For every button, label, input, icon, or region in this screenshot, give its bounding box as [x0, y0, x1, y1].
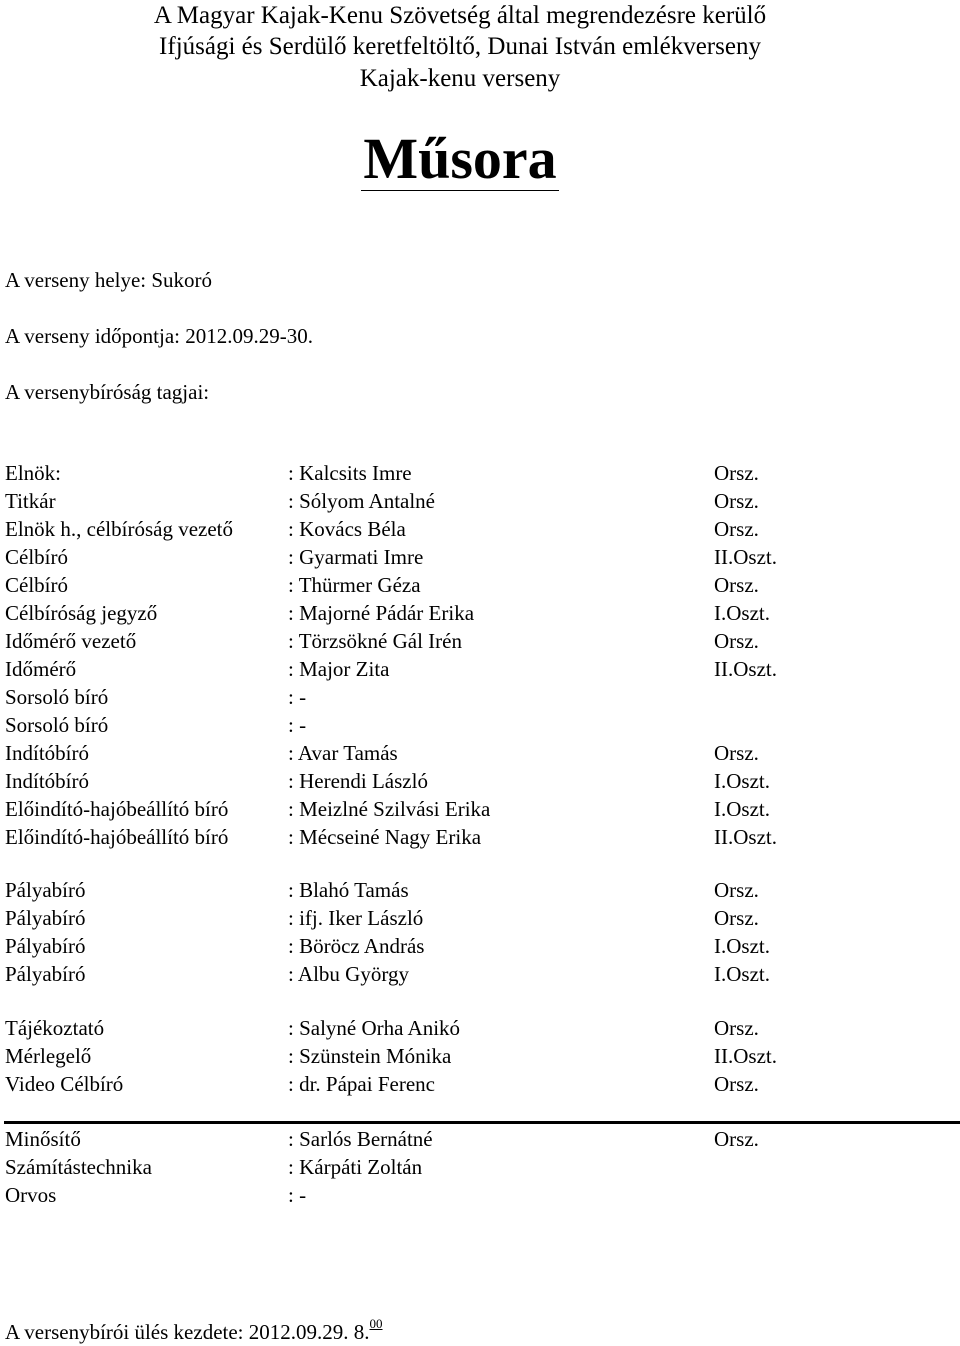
header-line-1: A Magyar Kajak-Kenu Szövetség által megrendezésre kerülő: [153, 2, 767, 29]
official-role: Pályabíró: [5, 878, 86, 902]
official-role: Időmérő vezető: [5, 629, 137, 653]
official-name: : Sarlós Bernátné: [288, 1127, 433, 1151]
official-role: Előindító-hajóbeállító bíró: [5, 825, 229, 849]
official-role: Számítástechnika: [5, 1155, 152, 1179]
official-name: : Blahó Tamás: [288, 878, 409, 902]
official-class: I.Oszt.: [714, 962, 770, 986]
official-role: Célbíróság jegyző: [5, 601, 158, 625]
race-date: A verseny időpontja: 2012.09.29-30.: [5, 324, 313, 348]
official-name: : Szünstein Mónika: [288, 1044, 452, 1068]
official-class: Orsz.: [714, 878, 759, 902]
official-role: Elnök:: [5, 461, 61, 485]
jury-meeting-text: A versenybírói ülés kezdete: 2012.09.29. 8.: [5, 1320, 370, 1344]
official-row: [0, 487, 960, 515]
official-row: [0, 1181, 960, 1209]
official-row: [0, 571, 960, 599]
official-name: : -: [288, 1183, 307, 1207]
official-row: [0, 767, 960, 795]
official-row: [0, 1153, 960, 1181]
official-name: : Herendi László: [288, 769, 428, 793]
official-class: II.Oszt.: [714, 657, 777, 681]
official-row: [0, 876, 960, 904]
race-location: A verseny helye: Sukoró: [5, 268, 213, 292]
official-role: Mérlegelő: [5, 1044, 92, 1068]
official-row: [0, 655, 960, 683]
official-class: Orsz.: [714, 1072, 759, 1096]
official-role: Pályabíró: [5, 906, 86, 930]
official-name: : Kovács Béla: [288, 517, 406, 541]
section-divider: [4, 1121, 960, 1124]
official-name: : Albu György: [288, 962, 409, 986]
official-row: [0, 599, 960, 627]
official-name: : Major Zita: [288, 657, 390, 681]
official-class: I.Oszt.: [714, 934, 770, 958]
official-row: [0, 739, 960, 767]
official-role: Sorsoló bíró: [5, 685, 109, 709]
official-class: II.Oszt.: [714, 825, 777, 849]
header-line-3: Kajak-kenu verseny: [359, 65, 561, 92]
official-class: I.Oszt.: [714, 797, 770, 821]
title-container: [0, 128, 920, 191]
official-row: [0, 543, 960, 571]
official-class: Orsz.: [714, 1127, 759, 1151]
official-role: Tájékoztató: [5, 1016, 105, 1040]
official-role: Sorsoló bíró: [5, 713, 109, 737]
official-row: [0, 1014, 960, 1042]
official-name: : Meizlné Szilvási Erika: [288, 797, 491, 821]
official-class: Orsz.: [714, 461, 759, 485]
page-title: Műsora: [363, 126, 557, 191]
official-class: I.Oszt.: [714, 769, 770, 793]
official-class: Orsz.: [714, 629, 759, 653]
official-class: Orsz.: [714, 517, 759, 541]
official-role: Elnök h., célbíróság vezető: [5, 517, 234, 541]
jury-meeting-start: [5, 1318, 383, 1346]
official-row: [0, 711, 960, 739]
official-name: : Böröcz András: [288, 934, 425, 958]
jury-heading: A versenybíróság tagjai:: [5, 380, 210, 404]
official-role: Titkár: [5, 489, 56, 513]
official-role: Célbíró: [5, 545, 68, 569]
official-name: : Törzsökné Gál Irén: [288, 629, 462, 653]
official-name: : Majorné Pádár Erika: [288, 601, 475, 625]
official-name: : -: [288, 685, 307, 709]
official-name: : ifj. Iker László: [288, 906, 424, 930]
official-row: [0, 683, 960, 711]
official-role: Pályabíró: [5, 934, 86, 958]
official-row: [0, 932, 960, 960]
official-row: [0, 459, 960, 487]
official-row: [0, 627, 960, 655]
official-role: Minősítő: [5, 1127, 81, 1151]
official-class: I.Oszt.: [714, 601, 770, 625]
official-role: Előindító-hajóbeállító bíró: [5, 797, 229, 821]
official-row: [0, 1070, 960, 1098]
official-row: [0, 1042, 960, 1070]
official-role: Video Célbíró: [5, 1072, 124, 1096]
official-class: II.Oszt.: [714, 1044, 777, 1068]
official-role: Célbíró: [5, 573, 68, 597]
official-name: : Avar Tamás: [288, 741, 398, 765]
official-name: : Kárpáti Zoltán: [288, 1155, 423, 1179]
official-row: [0, 960, 960, 988]
official-class: Orsz.: [714, 741, 759, 765]
official-class: Orsz.: [714, 906, 759, 930]
official-class: Orsz.: [714, 1016, 759, 1040]
official-row: [0, 515, 960, 543]
official-name: : Sólyom Antalné: [288, 489, 435, 513]
header-line-2: Ifjúsági és Serdülő keretfeltöltő, Dunai István emlékverseny: [159, 33, 761, 60]
official-row: [0, 904, 960, 932]
official-row: [0, 795, 960, 823]
official-role: Orvos: [5, 1183, 57, 1207]
official-role: Indítóbíró: [5, 741, 89, 765]
official-name: : Thürmer Géza: [288, 573, 421, 597]
official-name: : -: [288, 713, 307, 737]
official-name: : Kalcsits Imre: [288, 461, 412, 485]
official-role: Indítóbíró: [5, 769, 89, 793]
official-role: Pályabíró: [5, 962, 86, 986]
official-class: Orsz.: [714, 489, 759, 513]
official-class: Orsz.: [714, 573, 759, 597]
jury-meeting-minutes: 00: [369, 1316, 383, 1331]
official-row: [0, 823, 960, 851]
official-name: : dr. Pápai Ferenc: [288, 1072, 435, 1096]
official-role: Időmérő: [5, 657, 77, 681]
official-name: : Gyarmati Imre: [288, 545, 424, 569]
official-class: II.Oszt.: [714, 545, 777, 569]
official-name: : Salyné Orha Anikó: [288, 1016, 461, 1040]
official-name: : Mécseiné Nagy Erika: [288, 825, 482, 849]
official-row: [0, 1125, 960, 1153]
